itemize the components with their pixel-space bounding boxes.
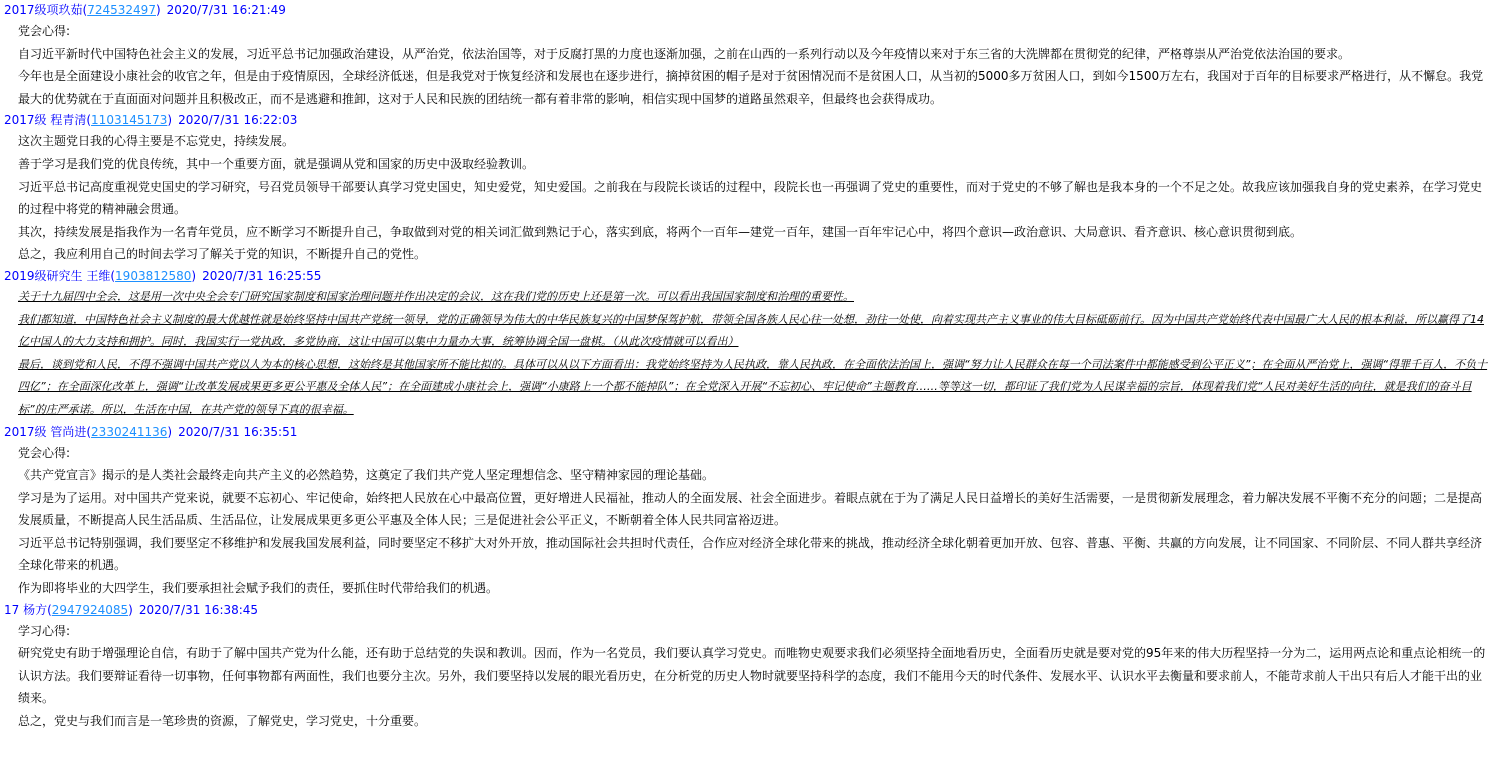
message-paragraph: 关于十九届四中全会，这是用一次中央全会专门研究国家制度和国家治理问题并作出决定的会议，这在我们党的历史上还是第一次。可以看出我国国家制度和治理的重要性。: [18, 289, 854, 303]
sender-suffix: ): [128, 602, 133, 617]
sender-suffix: ): [167, 113, 173, 128]
sender-suffix: ): [191, 268, 197, 283]
message-timestamp: 2020/7/31 16:25:55: [202, 268, 322, 283]
sender-name: 2017级 管尚进(: [4, 424, 92, 439]
sender-name: 2017级 程青清(: [4, 113, 92, 128]
message-paragraph: 这次主题党日我的心得主要是不忘党史，持续发展。: [18, 134, 295, 149]
message-body: [0, 20, 1501, 110]
message-header: [0, 266, 1501, 286]
message-paragraph: 习近平总书记高度重视党史国史的学习研究，号召党员领导干部要认真学习党史国史，知史爱党，知史爱国。之前我在与段院长谈话的过程中，段院长也一再强调了党史的重要性，而对于党史的不够了解也是我本身的一个不足之处。故我应该加强我自身的党史素养，在学习党史的过程中将党的精神融会贯通。: [18, 179, 1483, 217]
message-paragraph: 自习近平新时代中国特色社会主义的发展，习近平总书记加强政治建设，从严治党，依法治国等，对于反腐打黑的力度也逐渐加强，之前在山西的一系列行动以及今年疫情以来对于东三省的大洗牌都在贯彻党的纪律，严格尊崇从严治党依法治国的要求。: [18, 46, 1351, 61]
message-paragraph: 作为即将毕业的大四学生，我们要承担社会赋予我们的责任，要抓住时代带给我们的机遇。: [18, 581, 499, 596]
chat-message: [0, 110, 1501, 266]
sender-suffix: ): [167, 424, 173, 439]
message-timestamp: 2020/7/31 16:22:03: [178, 113, 298, 128]
message-paragraph: 总之，我应利用自己的时间去学习了解关于党的知识，不断提升自己的党性。: [18, 247, 427, 262]
sender-name: 17 杨方(: [4, 602, 52, 617]
sender-qq-link[interactable]: 2947924085: [51, 602, 129, 617]
message-header: [0, 0, 1501, 20]
message-paragraph: 习近平总书记特别强调，我们要坚定不移维护和发展我国发展利益，同时要坚定不移扩大对外开放，推动国际社会共担时代责任，合作应对经济全球化带来的挑战，推动经济全球化朝着更加开放、包容、普惠、平衡、共赢的方向发展，让不同国家、不同阶层、不同人群共享经济全球化带来的机遇。: [18, 535, 1483, 573]
message-paragraph: 善于学习是我们党的优良传统，其中一个重要方面，就是强调从党和国家的历史中汲取经验教训。: [18, 156, 535, 171]
chat-message: [0, 266, 1501, 422]
message-paragraph: 学习心得:: [18, 623, 71, 638]
message-body: [0, 620, 1501, 733]
sender-qq-link[interactable]: 1903812580: [115, 268, 192, 283]
message-paragraph: 最后，谈到党和人民，不得不强调中国共产党以人为本的核心思想，这始终是其他国家所不能比拟的。具体可以从以下方面看出：我党始终坚持为人民执政，靠人民执政，在全面依法治国上，强调“努力让人民群众在每一个司法案件中都能感受到公平正义”；在全面从严治党上，强调“得罪千百人，不负十四亿”；在全面深化改革上，强调“让改革发展成果更多更公平惠及全体人民”；在全面建成小康社会上，强调“小康路上一个都不能掉队”；在全党深入开展“不忘初心、牢记使命”主题教育……等等这一切，都印证了我们党为人民谋幸福的宗旨，体现着我们党“人民对美好生活的向往，就是我们的奋斗目标”的庄严承诺。所以，生活在中国，在共产党的领导下真的很幸福。: [18, 357, 1488, 416]
chat-message: [0, 0, 1501, 110]
sender-name: 2019级研究生 王维(: [4, 268, 116, 283]
message-paragraph: 《共产党宣言》揭示的是人类社会最终走向共产主义的必然趋势，这奠定了我们共产党人坚定理想信念、坚守精神家园的理论基础。: [18, 468, 715, 483]
message-header: [0, 110, 1501, 130]
message-paragraph: 党会心得:: [18, 24, 71, 38]
sender-qq-link[interactable]: 2330241136: [91, 424, 168, 439]
message-timestamp: 2020/7/31 16:38:45: [138, 602, 259, 617]
message-body: [0, 442, 1501, 600]
message-paragraph: 研究党史有助于增强理论自信，有助于了解中国共产党为什么能，还有助于总结党的失误和教训。因而，作为一名党员，我们要认真学习党史。而唯物史观要求我们必须坚持全面地看历史，全面看历史就是要对党的95年来的伟大历程坚持一分为二，运用两点论和重点论相统一的认识方法。我们要辩证看待一切事物，任何事物都有两面性，我们也要分主次。另外，我们要坚持以发展的眼光看历史，在分析党的历史人物时就要坚持科学的态度，我们不能用今天的时代条件、发展水平、认识水平去衡量和要求前人，不能苛求前人干出只有后人才能干出的业绩来。: [18, 646, 1486, 706]
message-header: [0, 422, 1501, 442]
message-paragraph: 总之，党史与我们而言是一笔珍贵的资源，了解党史，学习党史，十分重要。: [18, 714, 427, 729]
message-paragraph: 学习是为了运用。对中国共产党来说，就要不忘初心、牢记使命，始终把人民放在心中最高位置，更好增进人民福祉，推动人的全面发展、社会全面进步。着眼点就在于为了满足人民日益增长的美好生活需要，一是贯彻新发展理念，着力解决发展不平衡不充分的问题；二是提高发展质量，不断提高人民生活品质、生活品位，让发展成果更多更公平惠及全体人民；三是促进社会公平正义，不断朝着全体人民共同富裕迈进。: [18, 490, 1483, 528]
sender-suffix: ): [155, 3, 161, 17]
sender-qq-link[interactable]: 1103145173: [91, 113, 168, 128]
message-paragraph: 今年也是全面建设小康社会的收官之年，但是由于疫情原因，全球经济低迷，但是我党对于恢复经济和发展也在逐步进行，摘掉贫困的帽子是对于贫困情况而不是贫困人口，从当初的5000多万贫困人口，到如今1500万左右，我国对于百年的目标要求严格进行，从不懈怠。我党最大的优势就在于直面面对问题并且积极改正，而不是逃避和推卸，这对于人民和民族的团结统一都有着非常的影响，相信实现中国梦的道路虽然艰辛，但最终也会获得成功。: [18, 69, 1484, 106]
sender-name: 2017级项玖茹(: [4, 3, 88, 17]
sender-qq-link[interactable]: 724532497: [87, 3, 156, 17]
message-paragraph: 我们都知道，中国特色社会主义制度的最大优越性就是始终坚持中国共产党统一领导，党的正确领导为伟大的中华民族复兴的中国梦保驾护航，带领全国各族人民心往一处想，劲往一处使，向着实现共产主义事业的伟大目标砥砺前行。因为中国共产党始终代表中国最广大人民的根本利益，所以赢得了14亿中国人的大力支持和拥护。同时，我国实行一党执政，多党协商，这让中国可以集中力量办大事，统筹协调全国一盘棋。（从此次疫情就可以看出）: [18, 312, 1484, 349]
message-body: [0, 130, 1501, 266]
message-paragraph: 党会心得:: [18, 445, 71, 460]
message-timestamp: 2020/7/31 16:21:49: [166, 3, 286, 17]
message-paragraph: 其次，持续发展是指我作为一名青年党员，应不断学习不断提升自己，争取做到对党的相关词汇做到熟记于心，落实到底，将两个一百年—建党一百年，建国一百年牢记心中，将四个意识—政治意识、大局意识、看齐意识、核心意识贯彻到底。: [18, 224, 1303, 239]
message-timestamp: 2020/7/31 16:35:51: [178, 424, 298, 439]
chat-message: [0, 600, 1501, 733]
chat-message: [0, 422, 1501, 600]
message-header: [0, 600, 1501, 620]
message-body: [0, 286, 1501, 422]
